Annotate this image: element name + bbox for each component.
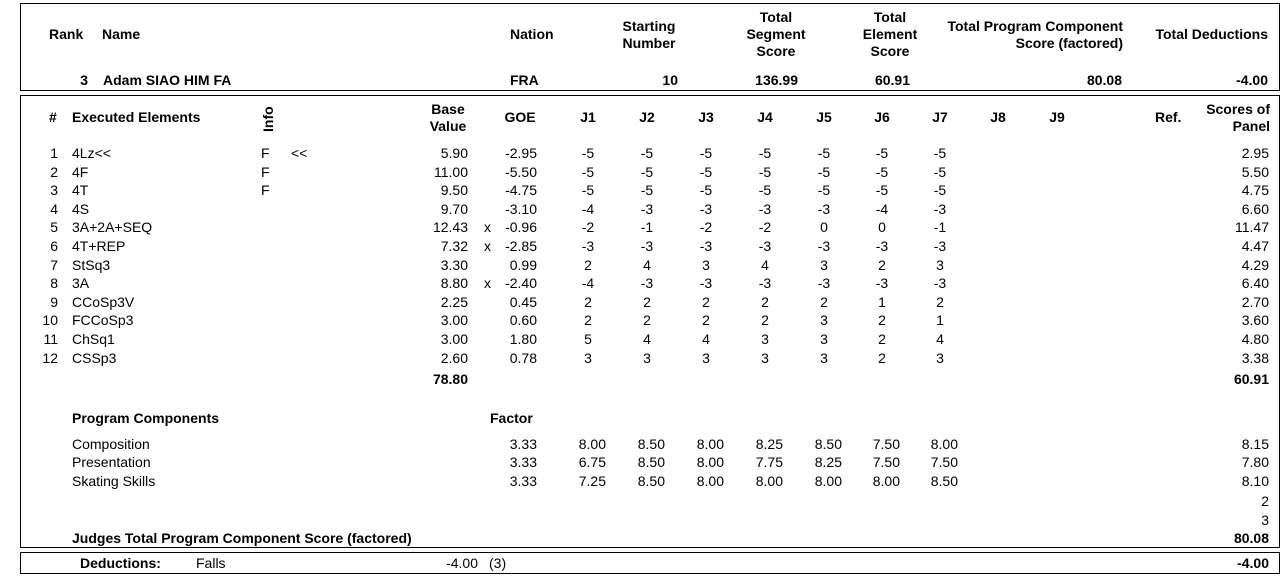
element-panel-score: 2.95 xyxy=(1241,145,1269,161)
element-panel-score: 6.60 xyxy=(1241,201,1269,217)
component-judge-score: 7.75 xyxy=(755,454,783,470)
element-panel-score: 3.60 xyxy=(1241,312,1269,328)
element-judge-score: -5 xyxy=(581,164,595,180)
element-base-value: 9.50 xyxy=(440,182,468,198)
component-judge-score: 7.50 xyxy=(872,454,900,470)
element-base-value: 2.60 xyxy=(440,350,468,366)
element-number: 3 xyxy=(50,182,58,198)
element-code: 4F xyxy=(72,164,89,180)
element-panel-score: 11.47 xyxy=(1235,219,1269,235)
element-judge-score: -5 xyxy=(875,164,889,180)
element-judge-score: -5 xyxy=(640,164,654,180)
element-number: 2 xyxy=(50,164,58,180)
element-goe: -3.10 xyxy=(505,201,537,217)
element-judge-score: -2 xyxy=(581,219,595,235)
element-judge-score: -5 xyxy=(817,145,831,161)
info-header: Info xyxy=(260,106,276,132)
element-judge-score: 5 xyxy=(584,331,592,347)
element-judge-score: -4 xyxy=(875,201,889,217)
component-factor: 3.33 xyxy=(509,473,537,489)
element-judge-score: 2 xyxy=(936,294,944,310)
element-code: 3A+2A+SEQ xyxy=(72,219,153,235)
element-panel-score: 3.38 xyxy=(1241,350,1269,366)
element-number: 11 xyxy=(43,331,58,347)
element-judge-score: -5 xyxy=(817,164,831,180)
component-judge-score: 8.00 xyxy=(872,473,900,489)
element-judge-score: -3 xyxy=(699,238,713,254)
element-judge-score: -5 xyxy=(581,182,595,198)
starting-number-label: Starting Number xyxy=(622,18,676,51)
element-judge-score: -5 xyxy=(875,182,889,198)
element-judge-score: -1 xyxy=(640,219,654,235)
element-panel-score: 6.40 xyxy=(1241,275,1269,291)
element-judge-score: 1 xyxy=(936,312,944,328)
element-judge-score: -3 xyxy=(875,238,889,254)
element-goe: 0.60 xyxy=(509,312,537,328)
element-judge-score: -5 xyxy=(758,164,772,180)
element-code: CCoSp3V xyxy=(72,294,135,310)
element-number: 7 xyxy=(50,257,58,273)
component-judge-score: 6.75 xyxy=(578,454,606,470)
ref-header: Ref. xyxy=(1155,109,1182,125)
skater-name: Adam SIAO HIM FA xyxy=(103,72,232,88)
element-judge-score: -5 xyxy=(699,182,713,198)
element-judge-score: 3 xyxy=(761,350,769,366)
element-judge-score: -3 xyxy=(758,238,772,254)
element-judge-score: -5 xyxy=(581,145,595,161)
elements-num-header: # xyxy=(49,109,57,125)
element-judge-score: -3 xyxy=(875,275,889,291)
element-judge-score: -3 xyxy=(817,275,831,291)
judge-header-2: J2 xyxy=(639,109,655,125)
element-base-value: 3.00 xyxy=(440,312,468,328)
name-label: Name xyxy=(102,26,141,42)
element-judge-score: 4 xyxy=(643,257,651,273)
element-judge-score: 2 xyxy=(643,312,651,328)
total-pcs-label: Total Program Component Score (factored) xyxy=(947,18,1123,51)
component-judge-score: 7.50 xyxy=(930,454,958,470)
component-judge-score: 8.00 xyxy=(930,436,958,452)
element-goe: -5.50 xyxy=(505,164,537,180)
element-judge-score: 3 xyxy=(702,257,710,273)
element-judge-score: 3 xyxy=(820,350,828,366)
skater-rank: 3 xyxy=(80,72,88,88)
component-judge-score: 8.00 xyxy=(696,436,724,452)
component-name: Skating Skills xyxy=(72,473,156,489)
element-goe: 1.80 xyxy=(509,331,537,347)
judge-header-6: J6 xyxy=(874,109,890,125)
component-name: Presentation xyxy=(72,454,151,470)
element-judge-score: 3 xyxy=(643,350,651,366)
element-judge-score: -3 xyxy=(640,275,654,291)
element-code: 4Lz<< xyxy=(72,145,111,161)
deductions-type: Falls xyxy=(196,555,226,571)
element-judge-score: 2 xyxy=(702,294,710,310)
component-factor: 3.33 xyxy=(509,454,537,470)
element-judge-score: 3 xyxy=(820,331,828,347)
element-base-value: 12.43 xyxy=(432,219,468,235)
element-base-value: 5.90 xyxy=(440,145,468,161)
element-base-value: 3.00 xyxy=(440,331,468,347)
element-judge-score: -5 xyxy=(758,182,772,198)
judge-header-7: J7 xyxy=(932,109,948,125)
element-judge-score: 2 xyxy=(878,331,886,347)
deductions-total: -4.00 xyxy=(1237,555,1269,571)
element-judge-score: -5 xyxy=(933,145,947,161)
element-judge-score: 3 xyxy=(702,350,710,366)
element-judge-score: -3 xyxy=(581,238,595,254)
element-info-extra: << xyxy=(291,145,308,161)
element-judge-score: -3 xyxy=(699,201,713,217)
judge-header-1: J1 xyxy=(580,109,596,125)
element-judge-score: -1 xyxy=(933,219,947,235)
element-base-value: 8.80 xyxy=(440,275,468,291)
element-judge-score: -5 xyxy=(699,164,713,180)
element-judge-score: -5 xyxy=(699,145,713,161)
judge-header-5: J5 xyxy=(816,109,832,125)
deductions-value: -4.00 xyxy=(446,555,478,571)
element-judge-score: 3 xyxy=(936,257,944,273)
element-code: 3A xyxy=(72,275,90,291)
element-panel-score: 5.50 xyxy=(1241,164,1269,180)
element-judge-score: -3 xyxy=(758,275,772,291)
element-judge-score: -3 xyxy=(933,201,947,217)
executed-elements-header: Executed Elements xyxy=(72,109,201,125)
element-bonus-mark: x xyxy=(484,238,491,254)
element-goe: -2.85 xyxy=(505,238,537,254)
element-number: 5 xyxy=(50,219,58,235)
element-judge-score: -3 xyxy=(817,201,831,217)
element-judge-score: 2 xyxy=(878,257,886,273)
total-element-score-label: Total Element Score xyxy=(862,9,918,59)
element-judge-score: -5 xyxy=(640,182,654,198)
element-goe: 0.78 xyxy=(509,350,537,366)
element-judge-score: -3 xyxy=(817,238,831,254)
element-judge-score: 0 xyxy=(878,219,886,235)
element-info: F xyxy=(261,164,270,180)
judges-total-pcs-value: 80.08 xyxy=(1233,530,1269,546)
element-base-value: 11.00 xyxy=(434,164,468,180)
element-number: 9 xyxy=(50,294,58,310)
element-judge-score: 3 xyxy=(761,331,769,347)
starting-number-value: 10 xyxy=(662,72,678,88)
component-judge-score: 8.00 xyxy=(696,473,724,489)
element-judge-score: 2 xyxy=(702,312,710,328)
total-segment-score-value: 136.99 xyxy=(755,72,798,88)
element-judge-score: -4 xyxy=(581,201,595,217)
component-judge-score: 8.00 xyxy=(814,473,842,489)
element-panel-score: 4.29 xyxy=(1241,257,1269,273)
element-panel-score: 2.70 xyxy=(1241,294,1269,310)
element-judge-score: -3 xyxy=(933,238,947,254)
element-judge-score: -3 xyxy=(933,275,947,291)
component-judge-score: 7.25 xyxy=(578,473,606,489)
element-judge-score: 3 xyxy=(820,312,828,328)
factor-header: Factor xyxy=(490,410,533,426)
base-value-header: Base Value xyxy=(429,101,467,134)
element-base-value: 7.32 xyxy=(440,238,468,254)
element-judge-score: -5 xyxy=(640,145,654,161)
element-judge-score: -5 xyxy=(875,145,889,161)
element-judge-score: -5 xyxy=(758,145,772,161)
element-panel-score: 4.75 xyxy=(1241,182,1269,198)
element-goe: 0.45 xyxy=(509,294,537,310)
extra-value: 2 xyxy=(1261,493,1269,509)
component-panel-score: 8.10 xyxy=(1241,473,1269,489)
element-code: 4T xyxy=(72,182,89,198)
elements-base-total: 78.80 xyxy=(432,371,468,387)
element-number: 6 xyxy=(50,238,58,254)
program-components-title: Program Components xyxy=(72,410,220,426)
total-segment-score-label: Total Segment Score xyxy=(746,9,806,59)
component-judge-score: 8.50 xyxy=(637,454,665,470)
element-judge-score: -3 xyxy=(640,201,654,217)
element-number: 10 xyxy=(42,312,58,328)
component-judge-score: 8.00 xyxy=(755,473,783,489)
element-panel-score: 4.47 xyxy=(1241,238,1269,254)
judge-header-4: J4 xyxy=(757,109,773,125)
judge-header-9: J9 xyxy=(1049,109,1065,125)
scores-of-panel-header: Scores of Panel xyxy=(1206,101,1270,134)
element-judge-score: 2 xyxy=(584,294,592,310)
element-judge-score: 3 xyxy=(820,257,828,273)
element-goe: -0.96 xyxy=(505,219,537,235)
element-number: 1 xyxy=(50,145,58,161)
element-code: StSq3 xyxy=(72,257,111,273)
total-element-score-value: 60.91 xyxy=(874,72,910,88)
element-goe: -2.40 xyxy=(505,275,537,291)
element-number: 12 xyxy=(42,350,58,366)
component-judge-score: 8.25 xyxy=(814,454,842,470)
element-judge-score: -3 xyxy=(699,275,713,291)
element-code: 4S xyxy=(72,201,90,217)
nation-label: Nation xyxy=(510,26,554,42)
element-goe: -4.75 xyxy=(505,182,537,198)
judges-total-pcs-label: Judges Total Program Component Score (factored) xyxy=(72,530,412,546)
element-judge-score: 2 xyxy=(584,312,592,328)
element-bonus-mark: x xyxy=(484,219,491,235)
judge-header-3: J3 xyxy=(698,109,714,125)
total-deductions-value: -4.00 xyxy=(1236,72,1268,88)
element-base-value: 2.25 xyxy=(440,294,468,310)
component-judge-score: 8.00 xyxy=(578,436,606,452)
element-judge-score: -3 xyxy=(758,201,772,217)
element-code: CSSp3 xyxy=(72,350,117,366)
element-judge-score: 4 xyxy=(761,257,769,273)
element-judge-score: 2 xyxy=(761,312,769,328)
element-judge-score: 2 xyxy=(643,294,651,310)
elements-score-total: 60.91 xyxy=(1233,371,1269,387)
component-judge-score: 7.50 xyxy=(872,436,900,452)
element-goe: -2.95 xyxy=(505,145,537,161)
element-judge-score: 1 xyxy=(878,294,886,310)
element-judge-score: 3 xyxy=(584,350,592,366)
element-judge-score: 2 xyxy=(584,257,592,273)
element-judge-score: -4 xyxy=(581,275,595,291)
element-number: 4 xyxy=(50,201,58,217)
element-judge-score: 2 xyxy=(820,294,828,310)
element-judge-score: 4 xyxy=(936,331,944,347)
element-judge-score: -2 xyxy=(699,219,713,235)
element-info: F xyxy=(261,145,270,161)
element-judge-score: 3 xyxy=(936,350,944,366)
judge-header-8: J8 xyxy=(990,109,1006,125)
element-judge-score: -5 xyxy=(933,182,947,198)
component-factor: 3.33 xyxy=(509,436,537,452)
component-judge-score: 8.50 xyxy=(637,436,665,452)
total-pcs-value: 80.08 xyxy=(1086,72,1122,88)
component-judge-score: 8.25 xyxy=(755,436,783,452)
component-judge-score: 8.50 xyxy=(930,473,958,489)
element-goe: 0.99 xyxy=(509,257,537,273)
extra-value: 3 xyxy=(1261,512,1269,528)
element-judge-score: -5 xyxy=(933,164,947,180)
element-judge-score: 0 xyxy=(820,219,828,235)
component-judge-score: 8.50 xyxy=(637,473,665,489)
total-deductions-label: Total Deductions xyxy=(1155,26,1268,42)
skater-nation: FRA xyxy=(510,72,539,88)
rank-label: Rank xyxy=(49,26,84,42)
element-judge-score: 2 xyxy=(878,350,886,366)
deductions-count: (3) xyxy=(489,555,507,571)
component-name: Composition xyxy=(72,436,150,452)
element-judge-score: 4 xyxy=(643,331,651,347)
element-base-value: 3.30 xyxy=(440,257,468,273)
goe-header: GOE xyxy=(504,109,536,125)
element-judge-score: 4 xyxy=(702,331,710,347)
component-panel-score: 7.80 xyxy=(1241,454,1269,470)
element-code: FCCoSp3 xyxy=(72,312,134,328)
element-info: F xyxy=(261,182,270,198)
component-panel-score: 8.15 xyxy=(1241,436,1269,452)
element-code: ChSq1 xyxy=(72,331,115,347)
element-code: 4T+REP xyxy=(72,238,126,254)
element-base-value: 9.70 xyxy=(440,201,468,217)
deductions-label: Deductions: xyxy=(80,555,161,571)
element-bonus-mark: x xyxy=(484,275,491,291)
component-judge-score: 8.00 xyxy=(696,454,724,470)
component-judge-score: 8.50 xyxy=(814,436,842,452)
element-judge-score: -5 xyxy=(817,182,831,198)
element-judge-score: 2 xyxy=(878,312,886,328)
element-judge-score: -2 xyxy=(758,219,772,235)
element-number: 8 xyxy=(50,275,58,291)
element-panel-score: 4.80 xyxy=(1241,331,1269,347)
element-judge-score: 2 xyxy=(761,294,769,310)
element-judge-score: -3 xyxy=(640,238,654,254)
